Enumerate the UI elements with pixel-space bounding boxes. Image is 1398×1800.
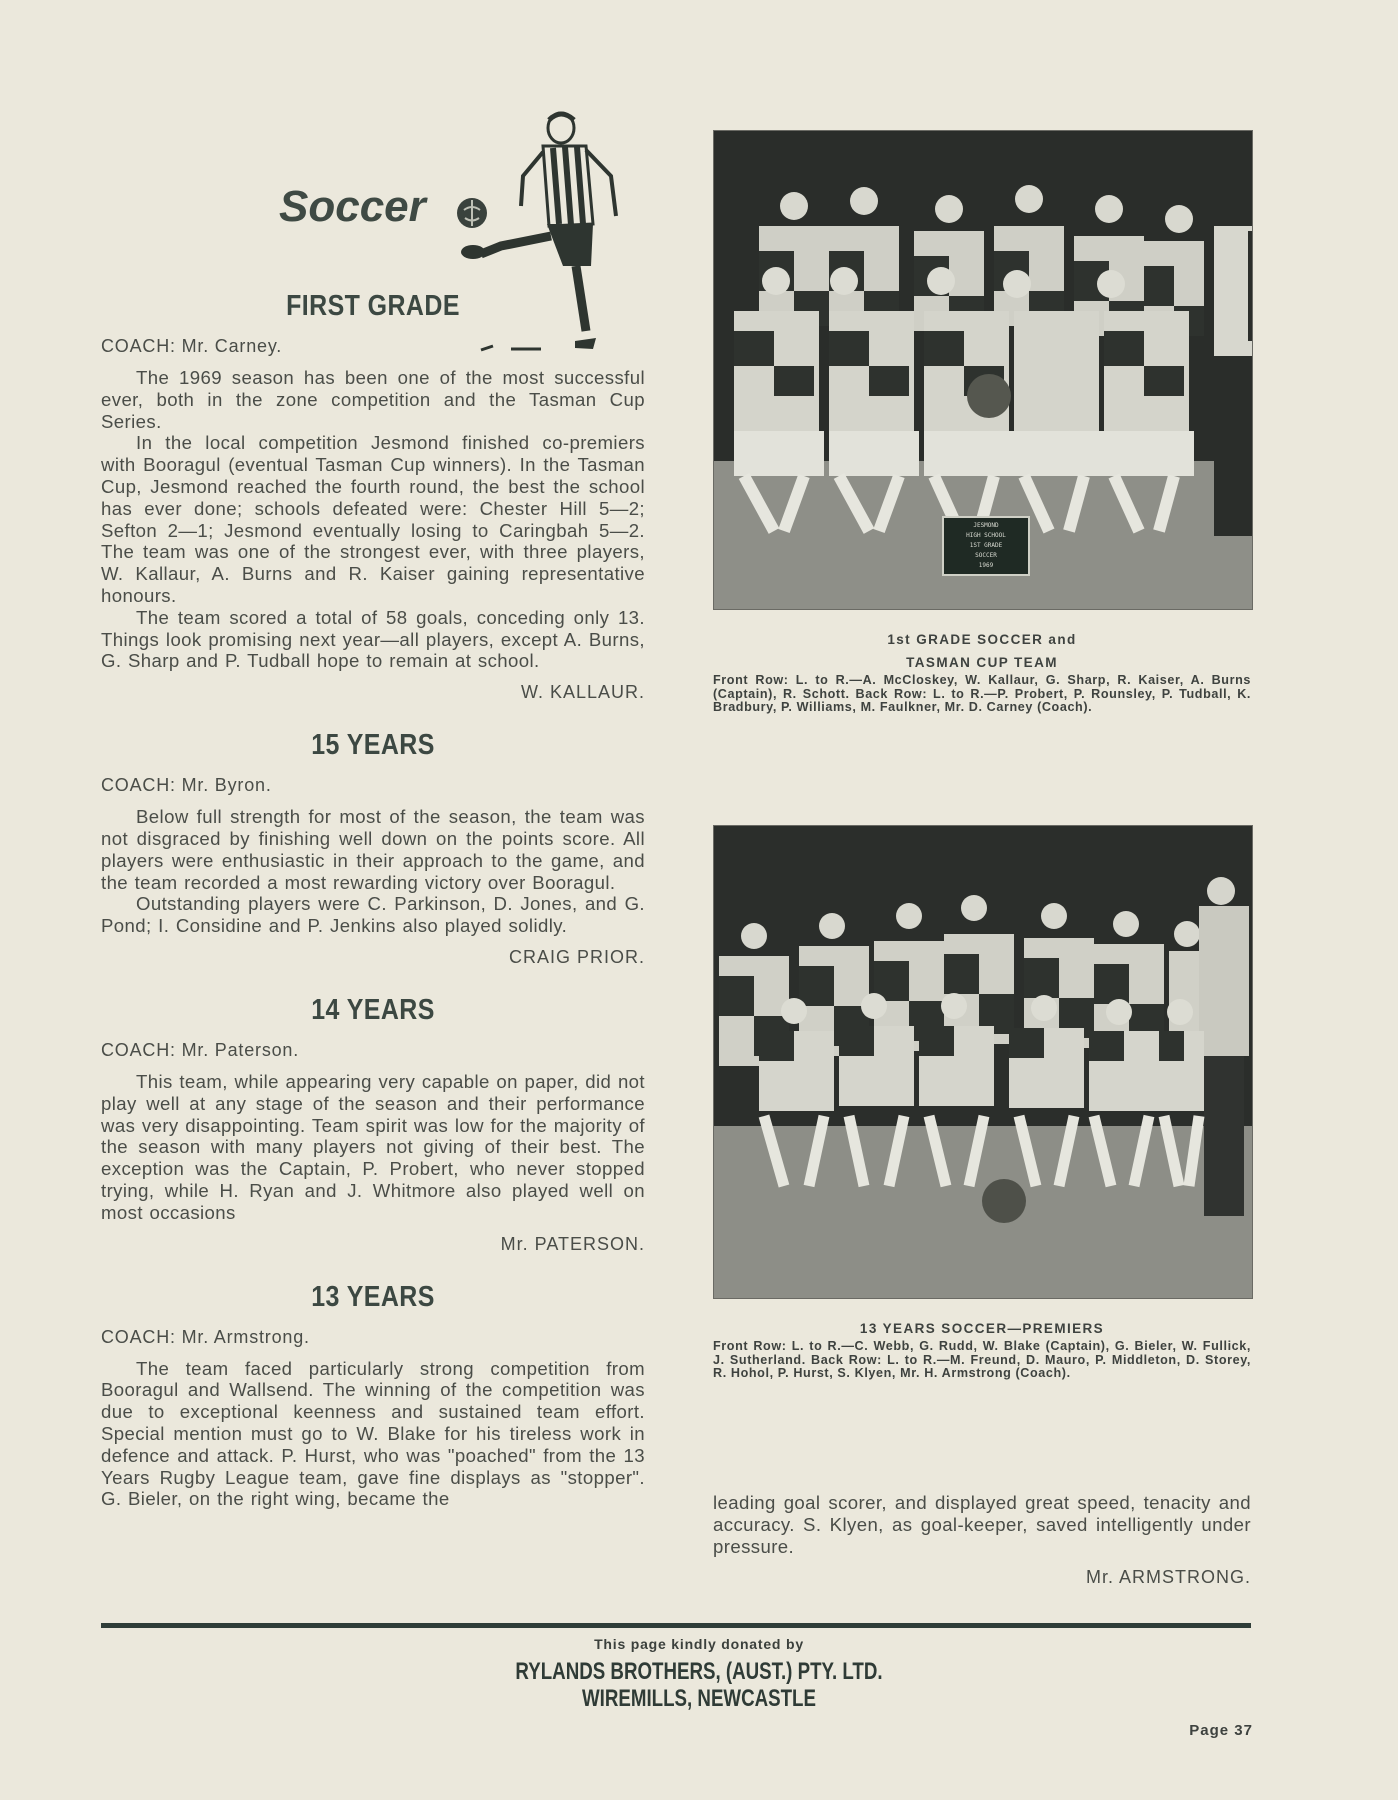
coach-13-years: COACH: Mr. Armstrong. bbox=[101, 1326, 310, 1347]
coach-first-grade: COACH: Mr. Carney. bbox=[101, 336, 283, 356]
placard-line: 1ST GRADE bbox=[969, 542, 1003, 549]
paragraph: In the local competition Jesmond finished co-premiers with Booragul (eventual Tasman Cup winners). In the Tasman Cup, Jesmond reached the fourth round, the best the school has ever done; schools defeated were: Chester Hill 5—2; Sefton 2—1; Jesmond eventually losing to Caringbah 5—2. The team was one of the strongest ever, with three players, W. Kallaur, A. Burns and R. Kaiser gaining representative honours. bbox=[101, 432, 645, 606]
placard-line: HIGH SCHOOL bbox=[966, 532, 1006, 539]
signature-13-years: Mr. ARMSTRONG. bbox=[1085, 1567, 1251, 1588]
signature-14-years: Mr. PATERSON. bbox=[500, 1233, 645, 1254]
article-13-years bbox=[101, 1358, 645, 1511]
signature-15-years: CRAIG PRIOR. bbox=[508, 946, 645, 967]
paragraph: leading goal scorer, and displayed great speed, tenacity and accuracy. S. Klyen, as goal-keeper, saved intelligently under pressure. bbox=[713, 1492, 1251, 1557]
caption-title: TASMAN CUP TEAM bbox=[906, 655, 1058, 670]
paragraph: The team faced particularly strong competition from Booragul and Wallsend. The winning of the competition was due to exceptional keenness and sustained team effort. Special mention must go to W. Blake for his tireless work in defence and attack. P. Hurst, who was "poached" from the 13 Years Rugby League team, gave fine displays as "stopper". G. Bieler, on the right wing, became the bbox=[101, 1357, 645, 1510]
left-column bbox=[101, 100, 645, 1510]
coach-15-years: COACH: Mr. Byron. bbox=[101, 775, 272, 796]
placard-line: SOCCER bbox=[975, 552, 997, 559]
article-15-years bbox=[101, 806, 645, 937]
placard-line: 1969 bbox=[978, 562, 994, 569]
section-heading-14-years: 14 YEARS bbox=[311, 993, 435, 1026]
section-13-years bbox=[101, 1281, 645, 1511]
team-photo-13-years-image bbox=[714, 826, 1252, 1298]
paragraph: This team, while appearing very capable on paper, did not play well at any stage of the season and their performance was very disappointing. Team spirit was low for the majority of the season with many players not giving of their best. The exception was the Captain, P. Probert, who never stopped trying, while H. Ryan and J. Whitmore also played well on most occasions bbox=[101, 1070, 645, 1223]
right-column bbox=[713, 130, 1251, 1588]
placard-line: JESMOND bbox=[973, 522, 999, 529]
continuation-text bbox=[713, 1492, 1251, 1557]
caption-text: Front Row: L. to R.—C. Webb, G. Rudd, W. Blake (Captain), G. Bieler, W. Fullick, J. Sutherland. Back Row: L. to R.—M. Freund, D. Mauro, P. Middleton, D. Storey, R. Hohol, P. Hurst, S. Klyen, Mr. H. Armstrong (Coach). bbox=[713, 1339, 1251, 1381]
caption-13-years bbox=[713, 1317, 1251, 1381]
team-photo-1st-grade bbox=[713, 130, 1253, 610]
caption-title: 1st GRADE SOCCER and bbox=[887, 632, 1077, 647]
coach-14-years: COACH: Mr. Paterson. bbox=[101, 1039, 300, 1060]
article-13-years-continued bbox=[713, 1492, 1251, 1588]
sponsor-name: RYLANDS BROTHERS, (AUST.) PTY. LTD. bbox=[515, 1658, 883, 1685]
caption-1st-grade bbox=[713, 628, 1251, 715]
caption-title: 13 YEARS SOCCER—PREMIERS bbox=[859, 1321, 1105, 1336]
footer-rule bbox=[101, 1623, 1251, 1628]
article-14-years bbox=[101, 1071, 645, 1224]
page-number: Page 37 bbox=[1189, 1722, 1253, 1739]
signature-first-grade: W. KALLAUR. bbox=[520, 682, 645, 703]
page-title: Soccer bbox=[279, 182, 426, 231]
caption-text: Front Row: L. to R.—A. McCloskey, W. Kallaur, G. Sharp, R. Kaiser, A. Burns (Captain), R. Schott. Back Row: L. to R.—P. Probert, P. Rounsley, P. Tudball, K. Bradbury, P. Williams, M. Faulkner, Mr. D. Carney (Coach). bbox=[713, 673, 1251, 715]
article-first-grade bbox=[101, 367, 645, 672]
donated-by-text: This page kindly donated by bbox=[594, 1636, 804, 1652]
paragraph: Below full strength for most of the season, the team was not disgraced by finishing well down on the points score. All players were enthusiastic in their approach to the game, and the team recorded a most rewarding victory over Booragul. bbox=[101, 806, 645, 893]
paragraph: The 1969 season has been one of the most successful ever, both in the zone competition and the Tasman Cup Series. bbox=[101, 367, 645, 432]
sponsor-footer bbox=[0, 1636, 1398, 1712]
section-14-years bbox=[101, 994, 645, 1255]
sponsor-location: WIREMILLS, NEWCASTLE bbox=[582, 1685, 816, 1712]
team-photo-13-years bbox=[713, 825, 1253, 1299]
team-placard bbox=[942, 516, 1030, 576]
paragraph: Outstanding players were C. Parkinson, D. Jones, and G. Pond; I. Considine and P. Jenkins also played solidly. bbox=[101, 893, 645, 937]
section-heading-first-grade: FIRST GRADE bbox=[286, 290, 460, 322]
section-15-years bbox=[101, 729, 645, 968]
paragraph: The team scored a total of 58 goals, conceding only 13. Things look promising next year—all players, except A. Burns, G. Sharp and P. Tudball hope to remain at school. bbox=[101, 606, 645, 672]
section-heading-13-years: 13 YEARS bbox=[311, 1280, 435, 1313]
soccer-ball-icon bbox=[455, 196, 489, 230]
title-block bbox=[101, 100, 645, 335]
section-heading-15-years: 15 YEARS bbox=[311, 729, 435, 762]
